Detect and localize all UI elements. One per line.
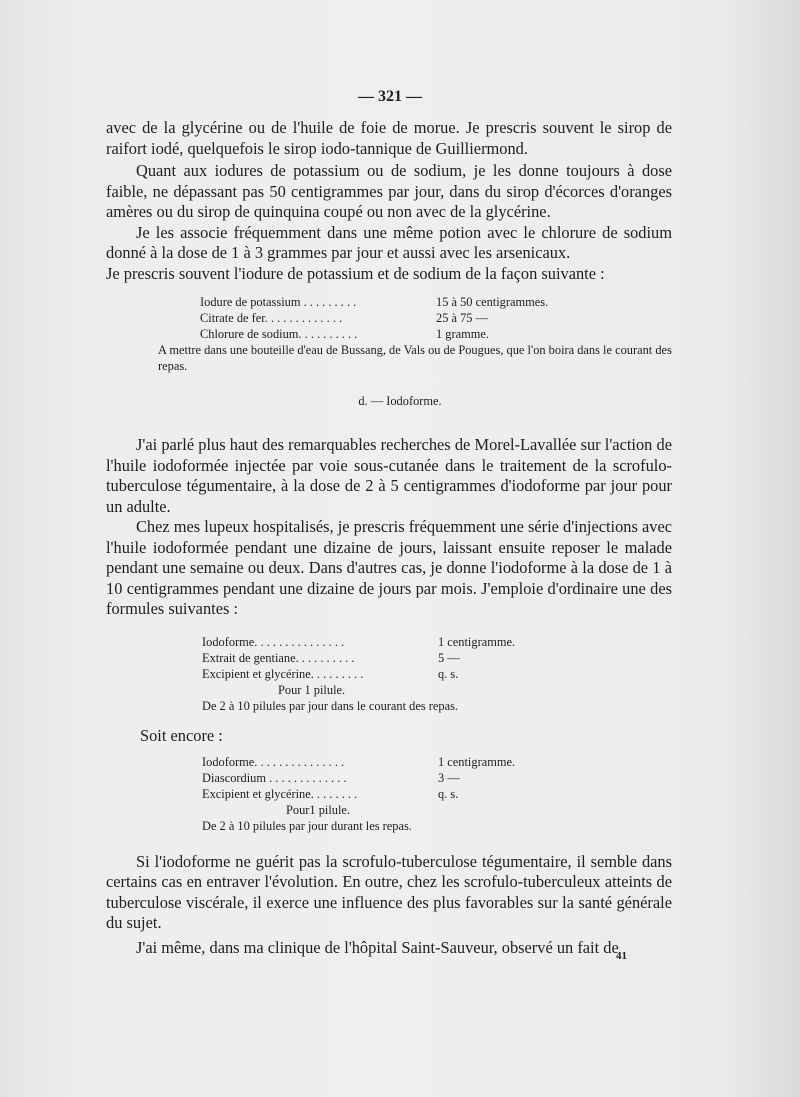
formula-3-dose: De 2 à 10 pilules par jour durant les repas. (202, 818, 412, 833)
ingredient-dose: 1 centigramme. (438, 634, 516, 649)
signature-mark: 41 (616, 950, 627, 962)
ingredient-label: Excipient et glycérine. . . . . . . . (202, 786, 358, 801)
ingredient-dose: 3 — (438, 770, 460, 785)
paragraph-6: Chez mes lupeux hospitalisés, je prescris fréquemment une série d'injections avec l'huile iodoformée pendant une dizaine de jours, laissant ensuite reposer le malade pendant une semaine ou deux. Dans d'autres cas, je donne l'iodoforme à la dose de 1 à 10 centigrammes pendant une dizaine de jours par mois. J'emploie d'ordinaire une des formules suivantes : (106, 517, 672, 618)
formula-2-dose: De 2 à 10 pilules par jour dans le courant des repas. (202, 698, 458, 713)
ingredient-dose: 5 — (438, 650, 460, 665)
ingredient-label: Excipient et glycérine. . . . . . . . . (202, 666, 364, 681)
formula-3 (202, 754, 672, 834)
formula-3-pour: Pour1 pilule. (286, 802, 351, 817)
formula-row (202, 786, 672, 802)
formula-2-pour: Pour 1 pilule. (278, 682, 346, 697)
soit-encore: Soit encore : (140, 725, 223, 745)
formula-row (202, 650, 672, 666)
ingredient-dose: 15 à 50 centigrammes. (436, 295, 549, 309)
formula-row (202, 634, 672, 650)
paragraph-7: Si l'iodoforme ne guérit pas la scrofulo-tuberculose tégumentaire, il semble dans certains cas en entraver l'évolution. En outre, chez les scrofulo-tuberculeux atteints de tuberculose viscérale, il exerce une influence des plus favorables sur la santé générale du sujet. (106, 851, 672, 932)
formula-row (202, 754, 672, 770)
page-number: — 321 — (358, 88, 422, 105)
ingredient-label: Citrate de fer. . . . . . . . . . . . . (200, 311, 343, 325)
ingredient-label: Extrait de gentiane. . . . . . . . . . (202, 650, 355, 665)
ingredient-dose: q. s. (438, 666, 459, 681)
formula-1 (200, 294, 672, 342)
paragraph-8: J'ai même, dans ma clinique de l'hôpital Saint-Sauveur, observé un fait de (136, 937, 619, 957)
formula-row (200, 294, 672, 310)
ingredient-dose: 1 gramme. (436, 327, 489, 341)
paragraph-2: Quant aux iodures de potassium ou de sodium, je les donne toujours à dose faible, ne dépassant pas 50 centigrammes par jour, dans du sirop d'écorces d'oranges amères ou du sirop de quinquina coupé ou non avec de la glycérine. (106, 161, 672, 221)
ingredient-dose: 25 à 75 — (436, 311, 488, 325)
ingredient-label: Iodoforme. . . . . . . . . . . . . . . (202, 754, 345, 769)
formula-row (202, 666, 672, 682)
text-body (106, 118, 672, 958)
section-heading: d. — Iodoforme. (358, 394, 442, 408)
ingredient-label: Iodoforme. . . . . . . . . . . . . . . (202, 634, 345, 649)
formula-row (202, 770, 672, 786)
ingredient-label: Diascordium . . . . . . . . . . . . . (202, 770, 347, 785)
ingredient-dose: 1 centigramme. (438, 754, 516, 769)
ingredient-dose: q. s. (438, 786, 459, 801)
ingredient-label: Chlorure de sodium. . . . . . . . . . (200, 327, 358, 341)
formula-row (200, 310, 672, 326)
formula-row (200, 326, 672, 342)
formula-2 (202, 634, 672, 714)
formula-1-note: A mettre dans une bouteille d'eau de Bussang, de Vals ou de Pougues, que l'on boira dans le courant des repas. (158, 343, 672, 373)
paragraph-3: Je les associe fréquemment dans une même potion avec le chlorure de sodium donné à la dose de 1 à 3 grammes par jour et aussi avec les arsenicaux. (106, 222, 672, 262)
paragraph-5: J'ai parlé plus haut des remarquables recherches de Morel-Lavallée sur l'action de l'huile iodoformée injectée par voie sous-cutanée dans le traitement de la scrofulo-tuberculose tégumentaire, à la dose de 2 à 5 centigrammes d'iodoforme par jour pour un adulte. (106, 435, 672, 516)
ingredient-label: Iodure de potassium . . . . . . . . . (200, 295, 357, 309)
paragraph-4: Je prescris souvent l'iodure de potassium et de sodium de la façon suivante : (106, 263, 605, 283)
paragraph-1: avec de la glycérine ou de l'huile de foie de morue. Je prescris souvent le sirop de raifort iodé, quelquefois le sirop iodo-tannique de Guilliermond. (106, 118, 672, 158)
